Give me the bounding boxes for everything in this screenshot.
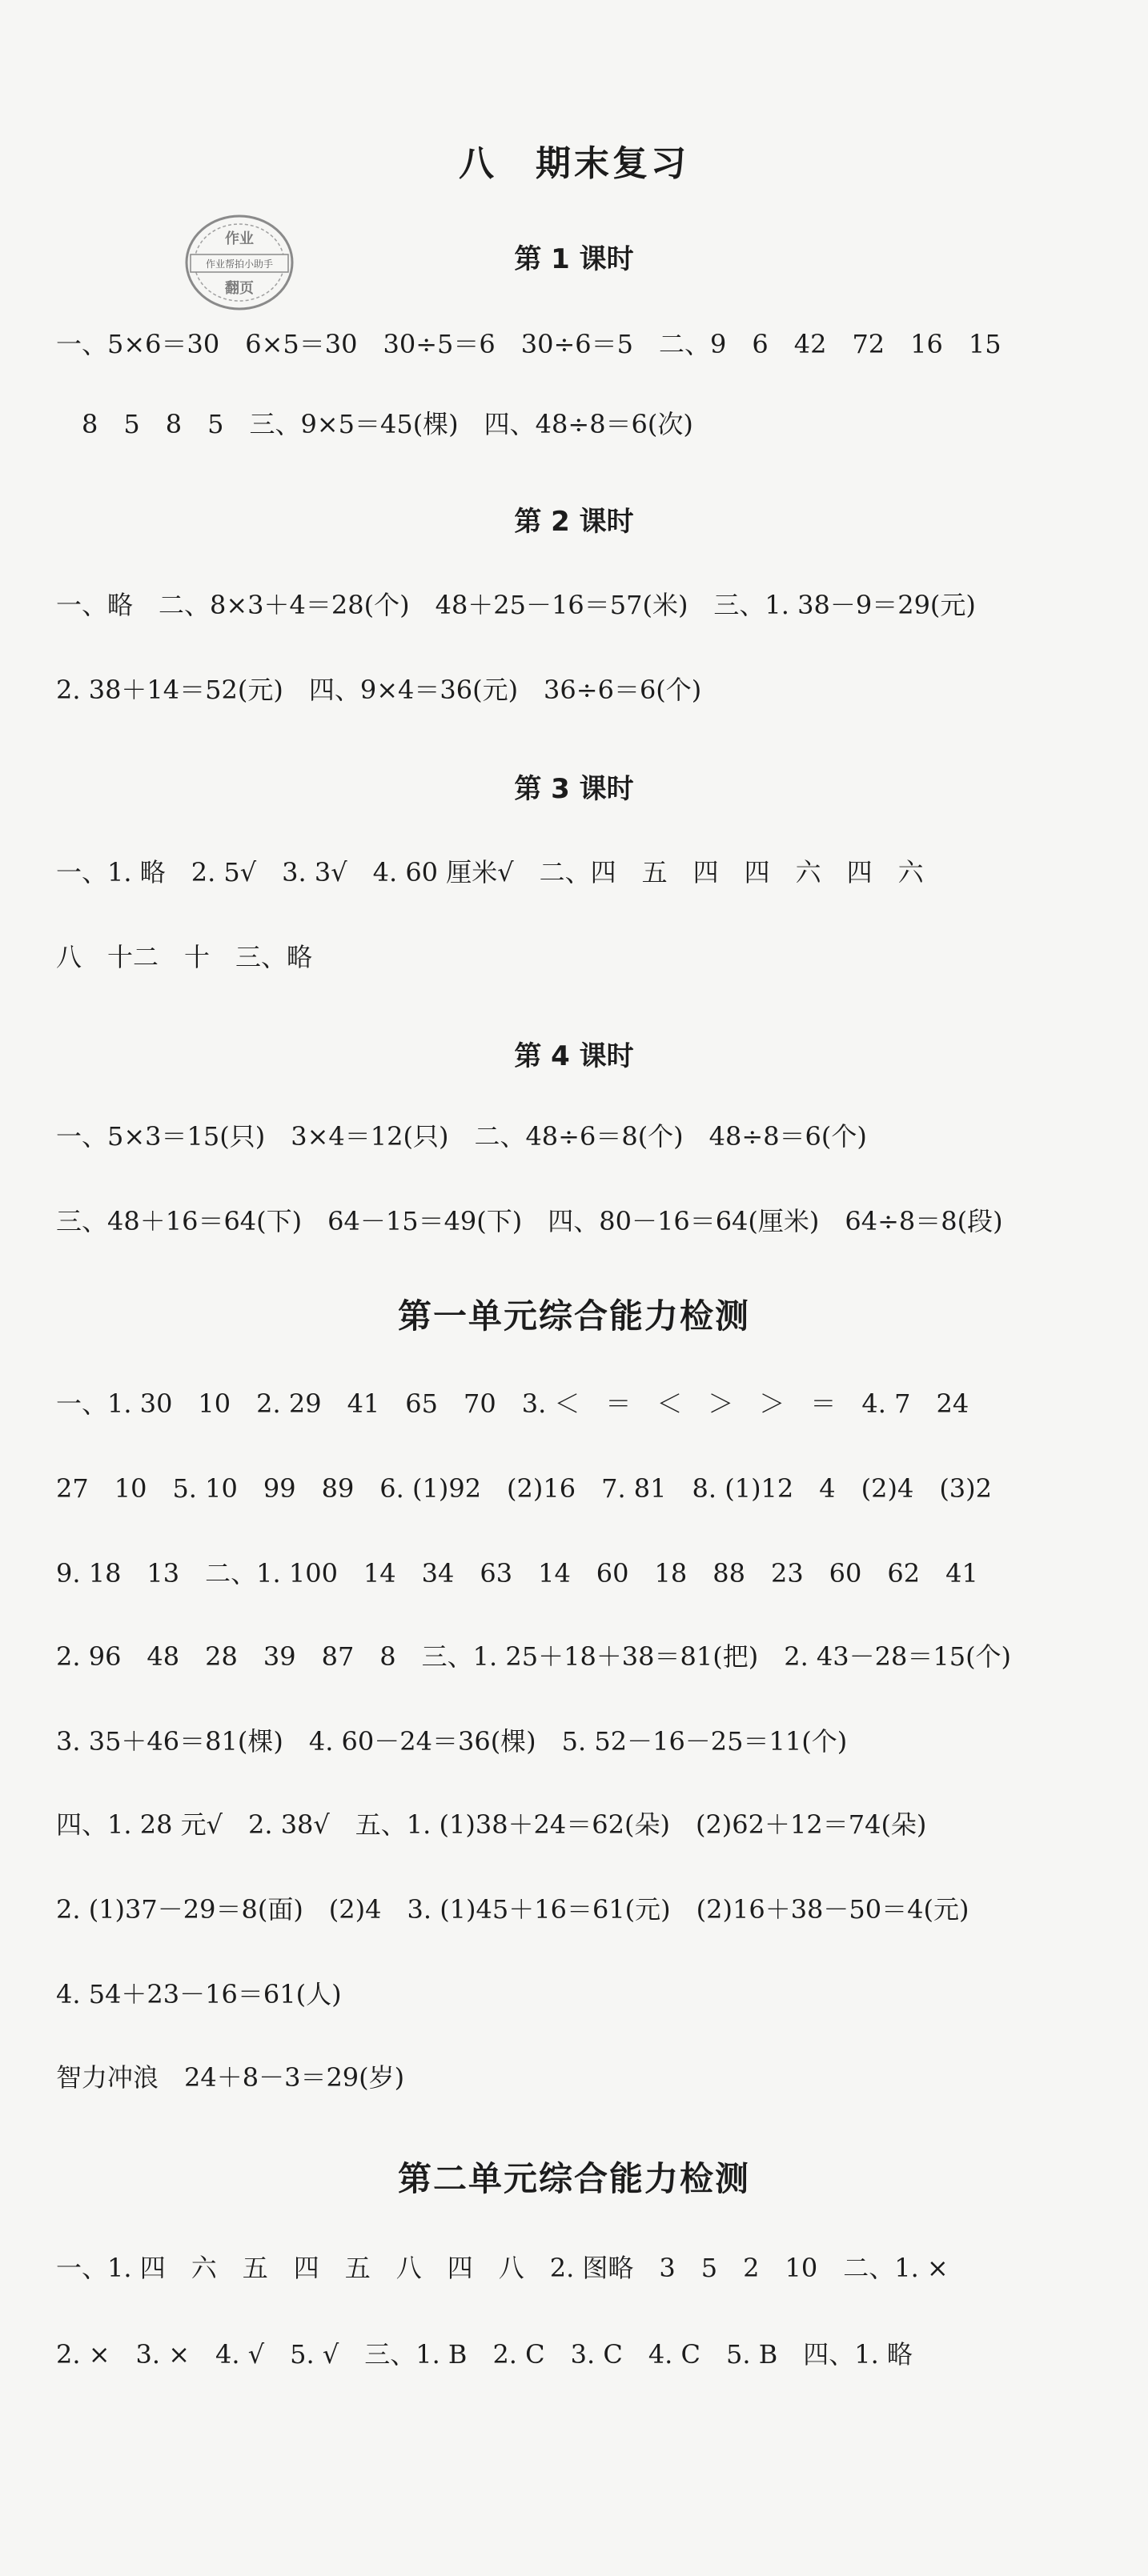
answer-line: 一、略 二、8×3＋4＝28(个) 48＋25－16＝57(米) 三、1. 38－9＝29(元)	[56, 590, 976, 620]
answer-line: 27 10 5. 10 99 89 6. (1)92 (2)16 7. 81 8. (1)12 4 (2)4 (3)2	[56, 1473, 993, 1504]
answer-line: 一、1. 30 10 2. 29 41 65 70 3. ＜ ＝ ＜ ＞ ＞ ＝ 4. 7 24	[56, 1388, 969, 1419]
stamp-bottom-text: 翻页	[225, 280, 254, 297]
answer-line: 8 5 8 5 三、9×5＝45(棵) 四、48÷8＝6(次)	[56, 409, 693, 439]
answer-line: 2. 96 48 28 39 87 8 三、1. 25＋18＋38＝81(把) 2. 43－28＝15(个)	[56, 1641, 1012, 1672]
answer-line: 4. 54＋23－16＝61(人)	[56, 1979, 342, 2009]
answer-line: 2. × 3. × 4. √ 5. √ 三、1. B 2. C 3. C 4. C 5. B 四、1. 略	[56, 2339, 913, 2370]
answer-line: 3. 35＋46＝81(棵) 4. 60－24＝36(棵) 5. 52－16－25＝11(个)	[56, 1726, 848, 1757]
answer-line: 一、5×3＝15(只) 3×4＝12(只) 二、48÷6＝8(个) 48÷8＝6(个)	[56, 1121, 867, 1152]
answer-line: 一、1. 略 2. 5√ 3. 3√ 4. 60 厘米√ 二、四 五 四 四 六 四 六	[56, 857, 924, 887]
answer-line: 2. 38＋14＝52(元) 四、9×4＝36(元) 36÷6＝6(个)	[56, 675, 702, 705]
answer-line: 一、1. 四 六 五 四 五 八 四 八 2. 图略 3 5 2 10 二、1. ×	[56, 2253, 949, 2283]
answer-line: 一、5×6＝30 6×5＝30 30÷5＝6 30÷6＝5 二、9 6 42 72 16 15	[56, 329, 1001, 359]
answer-line: 9. 18 13 二、1. 100 14 34 63 14 60 18 88 23 60 62 41	[56, 1558, 978, 1588]
unit-title-2: 第二单元综合能力检测	[397, 2159, 750, 2198]
section-title-lesson-1: 第 1 课时	[514, 243, 634, 275]
answer-line: 三、48＋16＝64(下) 64－15＝49(下) 四、80－16＝64(厘米) 64÷8＝8(段)	[56, 1206, 1003, 1236]
section-title-lesson-4: 第 4 课时	[514, 1040, 634, 1072]
stamp-middle-text: 作业帮拍小助手	[205, 258, 274, 270]
answer-line: 2. (1)37－29＝8(面) (2)4 3. (1)45＋16＝61(元) (2)16＋38－50＝4(元)	[56, 1894, 969, 1925]
answer-line: 四、1. 28 元√ 2. 38√ 五、1. (1)38＋24＝62(朵) (2)62＋12＝74(朵)	[56, 1809, 927, 1840]
unit-title-1: 第一单元综合能力检测	[397, 1296, 750, 1336]
section-title-lesson-3: 第 3 课时	[514, 773, 634, 805]
answer-line: 八 十二 十 三、略	[56, 942, 313, 972]
stamp-top-text: 作业	[225, 230, 254, 247]
answer-line: 智力冲浪 24＋8－3＝29(岁)	[56, 2062, 405, 2093]
chapter-title: 八 期末复习	[459, 143, 689, 184]
section-title-lesson-2: 第 2 课时	[514, 506, 634, 538]
